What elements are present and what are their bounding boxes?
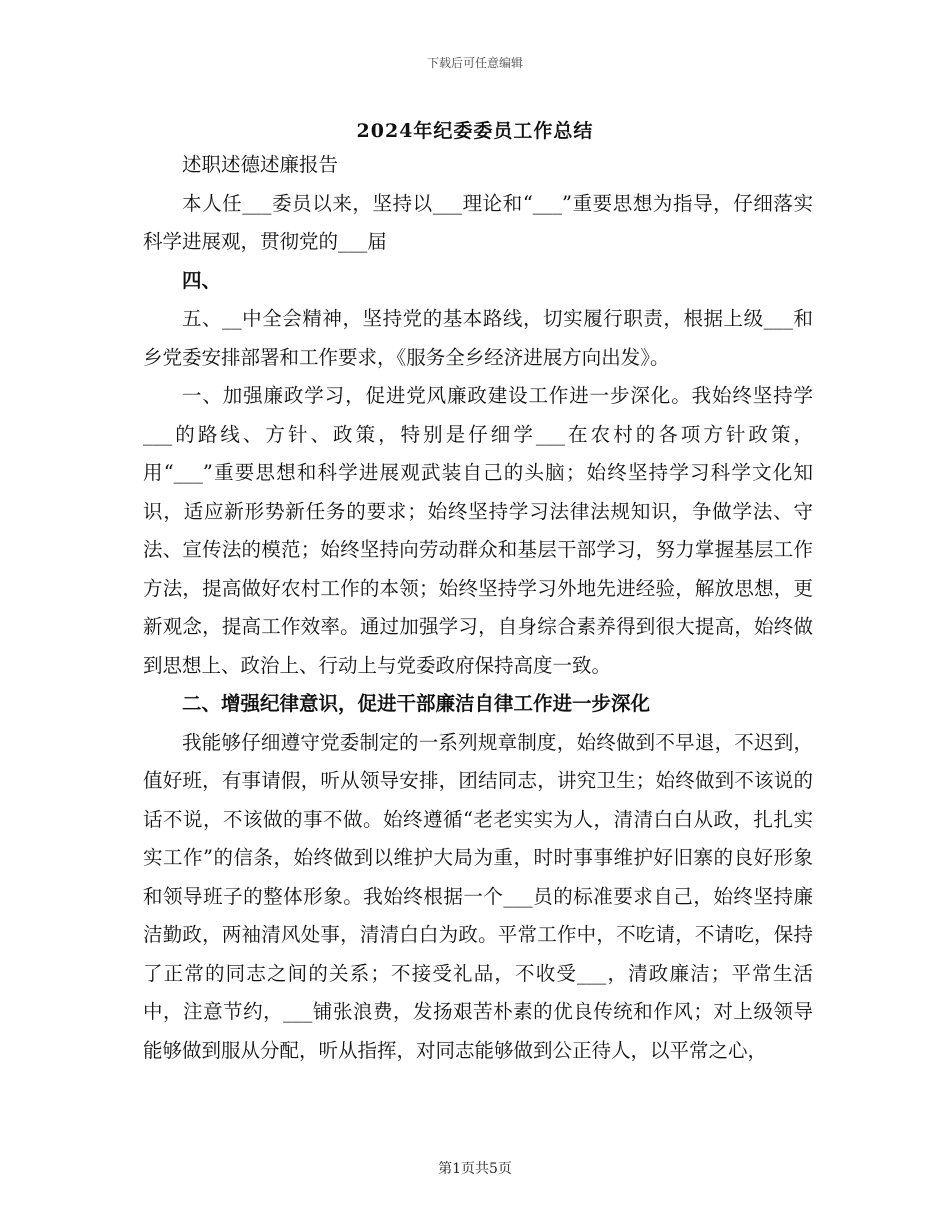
document-body (143, 146, 813, 1070)
body-paragraph: 我能够仔细遵守党委制定的一系列规章制度，始终做到不早退，不迟到，值好班，有事请假，听从领导安排，团结同志，讲究卫生；始终做到不该说的话不说，不该做的事不做。始终遵循“老老实实为人，清清白白从政，扎扎实实工作”的信条，始终做到以维护大局为重，时时事事维护好旧寨的良好形象和领导班子的整体形象。我始终根据一个___员的标准要求自己，始终坚持廉洁勤政，两袖清风处事，清清白白为政。平常工作中，不吃请，不请吃，保持了正常的同志之间的关系；不接受礼品，不收受___，清政廉洁；平常生活中，注意节约，___铺张浪费，发扬艰苦朴素的优良传统和作风；对上级领导能够做到服从分配，听从指挥，对同志能够做到公正待人，以平常之心， (143, 730, 813, 1062)
document-title: 2024年纪委委员工作总结 (356, 120, 594, 142)
body-paragraph: 本人任___委员以来，坚持以___理论和“___”重要思想为指导，仔细落实科学进展观，贯彻党的___届 (143, 191, 813, 253)
section-heading: 二、增强纪律意识，促进干部廉洁自律工作进一步深化 (182, 692, 651, 715)
header-note: 下载后可任意编辑 (426, 56, 523, 70)
body-paragraph: 五、__中全会精神，坚持党的基本路线，切实履行职责，根据上级___和乡党委安排部署和工作要求，《服务全乡经济进展方向出发》。 (143, 307, 813, 369)
section-heading: 四、 (182, 268, 222, 292)
body-paragraph: 一、加强廉政学习，促进党风廉政建设工作进一步深化。我始终坚持学___的路线、方针、政策，特别是仔细学___在农村的各项方针政策，用“___”重要思想和科学进展观武装自己的头脑；始终坚持学习科学文化知识，适应新形势新任务的要求；始终坚持学习法律法规知识，争做学法、守法、宣传法的模范；始终坚持向劳动群众和基层干部学习，努力掌握基层工作方法，提高做好农村工作的本领；始终坚持学习外地先进经验，解放思想，更新观念，提高工作效率。通过加强学习，自身综合素养得到很大提高，始终做到思想上、政治上、行动上与党委政府保持高度一致。 (143, 384, 813, 677)
page-footer: 第1页共5页 (438, 1161, 512, 1177)
subtitle-paragraph: 述职述德述廉报告 (182, 153, 339, 176)
